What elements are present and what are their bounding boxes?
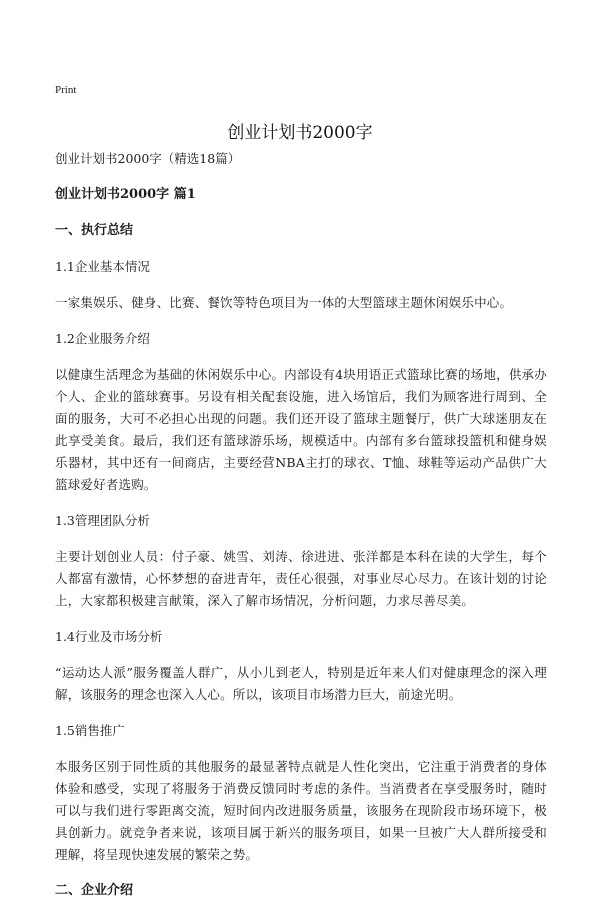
paragraph-sales-promotion: 本服务区别于同性质的其他服务的最显著特点就是人性化突出，它注重于消费者的身体体验和感受，实现了将服务于消费反馈同时考虑的条件。当消费者在享受服务时，随时可以与我们进行零距离交流，短时间内改进服务质量，该服务在现阶段市场环境下，极具创新力。就竞争者来说，该项目属于新兴的服务项目，如果一旦被广大人群所接受和理解，将呈现快速发展的繁荣之势。 [55, 759, 547, 862]
print-label: Print [55, 84, 77, 96]
section-heading-executive-summary: 一、执行总结 [55, 223, 134, 238]
subsection-heading-market-analysis: 1.4行业及市场分析 [55, 629, 163, 644]
paragraph-market-analysis: “运动达人派”服务覆盖人群广，从小儿到老人，特别是近年来人们对健康理念的深入理解，该服务的理念也深入人心。所以，该项目市场潜力巨大，前途光明。 [55, 665, 547, 702]
subsection-heading-basic-info: 1.1企业基本情况 [55, 259, 150, 274]
paragraph-team-analysis: 主要计划创业人员：付子豪、姚雪、刘涛、徐进进、张洋都是本科在读的大学生，每个人都富有激情，心怀梦想的奋进青年，责任心很强，对事业尽心尽力。在该计划的讨论上，大家都积极建言献策，深入了解市场情况，分析问题，力求尽善尽美。 [55, 549, 547, 608]
subsection-heading-team-analysis: 1.3管理团队分析 [55, 513, 150, 528]
page-title: 创业计划书2000字 [227, 123, 373, 143]
paragraph-basic-info: 一家集娱乐、健身、比赛、餐饮等特色项目为一体的大型篮球主题休闲娱乐中心。 [55, 295, 513, 310]
document-body [55, 150, 547, 918]
paragraph-service-intro: 以健康生活理念为基础的休闲娱乐中心。内部设有4块用语正式篮球比赛的场地，供承办个人、企业的篮球赛事。另设有相关配套设施，进入场馆后，我们为顾客进行周到、全面的服务，大可不必担心出现的问题。我们还开设了篮球主题餐厅，供广大球迷朋友在此享受美食。最后，我们还有篮球游乐场，规模适中。内部有多台篮球投篮机和健身娱乐器材，其中还有一间商店，主要经营NBA主打的球衣、T恤、球鞋等运动产品供广大篮球爱好者选购。 [55, 367, 547, 492]
article-title: 创业计划书2000字 篇1 [55, 187, 196, 202]
section-heading-company-intro: 二、企业介绍 [55, 883, 134, 898]
subsection-heading-service-intro: 1.2企业服务介绍 [55, 331, 150, 346]
subsection-heading-sales-promotion: 1.5销售推广 [55, 723, 125, 738]
document-subtitle: 创业计划书2000字（精选18篇） [55, 151, 241, 166]
